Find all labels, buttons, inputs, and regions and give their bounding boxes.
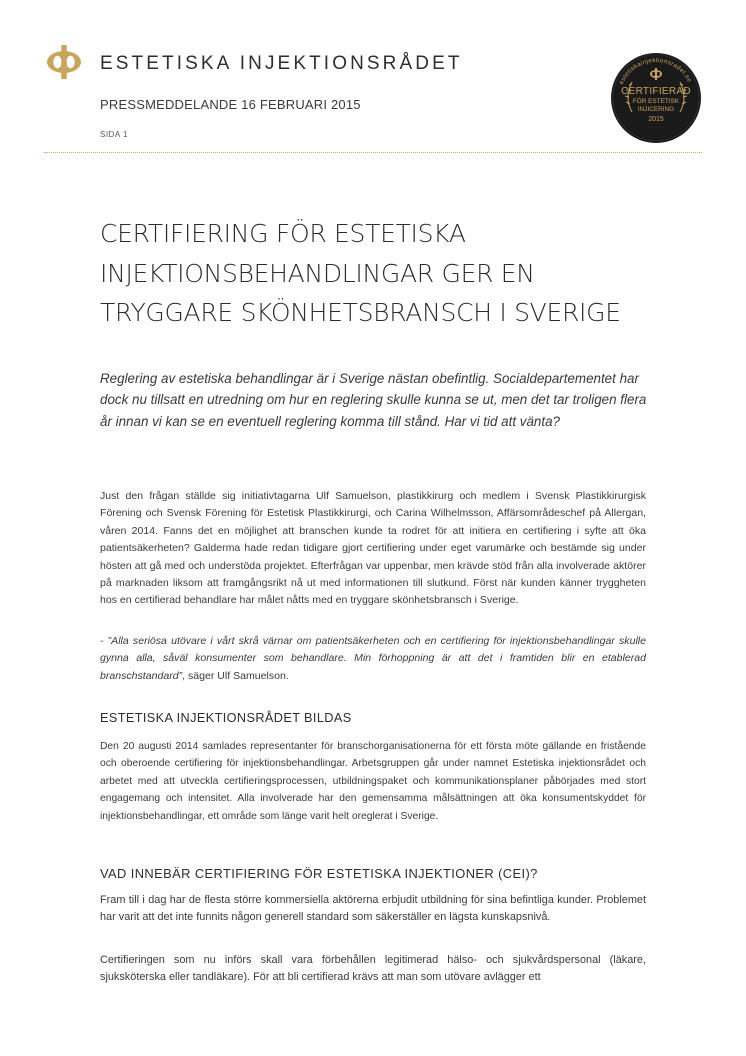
seal-ring-text: estetiskainjektionsradet.se [617, 56, 694, 86]
title-line: INJEKTIONSBEHANDLINGAR GER EN [100, 258, 535, 288]
quote-attribution: , säger Ulf Samuelson. [182, 669, 289, 682]
seal-line-injection: INJICERING [637, 106, 675, 113]
formation-paragraph: Den 20 augusti 2014 samlades representanter för branschorganisationerna för ett första möte gällande en fristående och oberoende certifiering för injektionsbehandlingar. Arbetsgruppen går under namnet Estetiska injektionsrådet och arbetet med att utveckla certifieringsprocessen, utbildningspaket och kommunikationsplaner påbörjades med stort engagemang och intensitet. Alla involverade har den gemensamma målsättningen att öka konsumentskyddet för injektionsbehandlingar, ett område som länge varit helt oreglerat i Sverige. [100, 741, 646, 822]
letterhead [0, 0, 746, 160]
seal-line-certified: CERTIFIERAD [621, 86, 691, 97]
page-number: SIDA 1 [100, 130, 128, 139]
phi-logo-icon [44, 44, 84, 80]
section-heading-cei: VAD INNEBÄR CERTIFIERING FÖR ESTETISKA INJEKTIONER (CEI)? [100, 866, 538, 881]
intro-paragraph: Just den frågan ställde sig initiativtagarna Ulf Samuelson, plastikkirurg och medlem i Svensk Plastikkirurgisk Förening och Svensk Förening för Estetisk Plastikkirurgi, och Carina Wilhelmsson, Affärsområdeschef på Allergan, våren 2014. Fanns det en möjlighet att branschen kunde ta rodret för att initiera en certifiering i syfte att öka patientsäkerheten? Galderma hade redan tidigare gjort certifiering under eget varumärke och bestämde sig under hösten att gå med och understöda projektet. Efterfrågan var uppenbar, men krävde stöd från alla involverade aktörer på marknaden liksom att framgångsrikt nå ut med informationen till slutkund. Först när kunden känner tryggheten hos en certifierad behandlare har målet nåtts med en tryggare skönhetsbransch i Sverige. [100, 490, 646, 607]
lead-paragraph: Reglering av estetiska behandlingar är i Sverige nästan obefintlig. Socialdepartementet har dock nu tillsatt en utredning om hur en reglering skulle kunna se ut, men det tar troligen flera år innan vi kan se en eventuell reglering komma till stånd. Har vi tid att vänta? [100, 371, 647, 429]
press-release-date: PRESSMEDDELANDE 16 FEBRUARI 2015 [100, 97, 361, 112]
cei-paragraph: Certifieringen som nu införs skall vara förbehållen legitimerad hälso- och sjukvårdspersonal (läkare, sjuksköterska eller tandläkare). För att bli certifierad krävs att man som utövare avlägger ett [100, 954, 646, 984]
certification-seal [610, 52, 702, 144]
seal-line-aesthetic: FÖR ESTETISK [632, 98, 680, 105]
header-divider [44, 152, 702, 153]
cei-paragraph: Fram till i dag har de flesta större kommersiella aktörerna erbjudit utbildning för sina befintliga kunder. Problemet har varit att det inte funnits någon generell standard som säkerställer en lägsta kunskapsnivå. [100, 894, 646, 924]
quote-text: - ”Alla seriösa utövare i vårt skrå värnar om patientsäkerheten och en certifiering för injektionsbehandlingar skulle gynna alla, såväl konsumenter som behandlare. Min förhoppning är att det i framtiden blir en etablerad branschstandard” [100, 635, 646, 682]
section-heading-formation: ESTETISKA INJEKTIONSRÅDET BILDAS [100, 711, 352, 725]
title-line: TRYGGARE SKÖNHETSBRANSCH I SVERIGE [100, 298, 621, 327]
title-line: CERTIFIERING FÖR ESTETISKA [100, 219, 466, 248]
quote-paragraph [100, 633, 646, 685]
organization-name: ESTETISKA INJEKTIONSRÅDET [100, 53, 463, 74]
seal-year: 2015 [648, 116, 664, 123]
page-title [100, 214, 660, 333]
